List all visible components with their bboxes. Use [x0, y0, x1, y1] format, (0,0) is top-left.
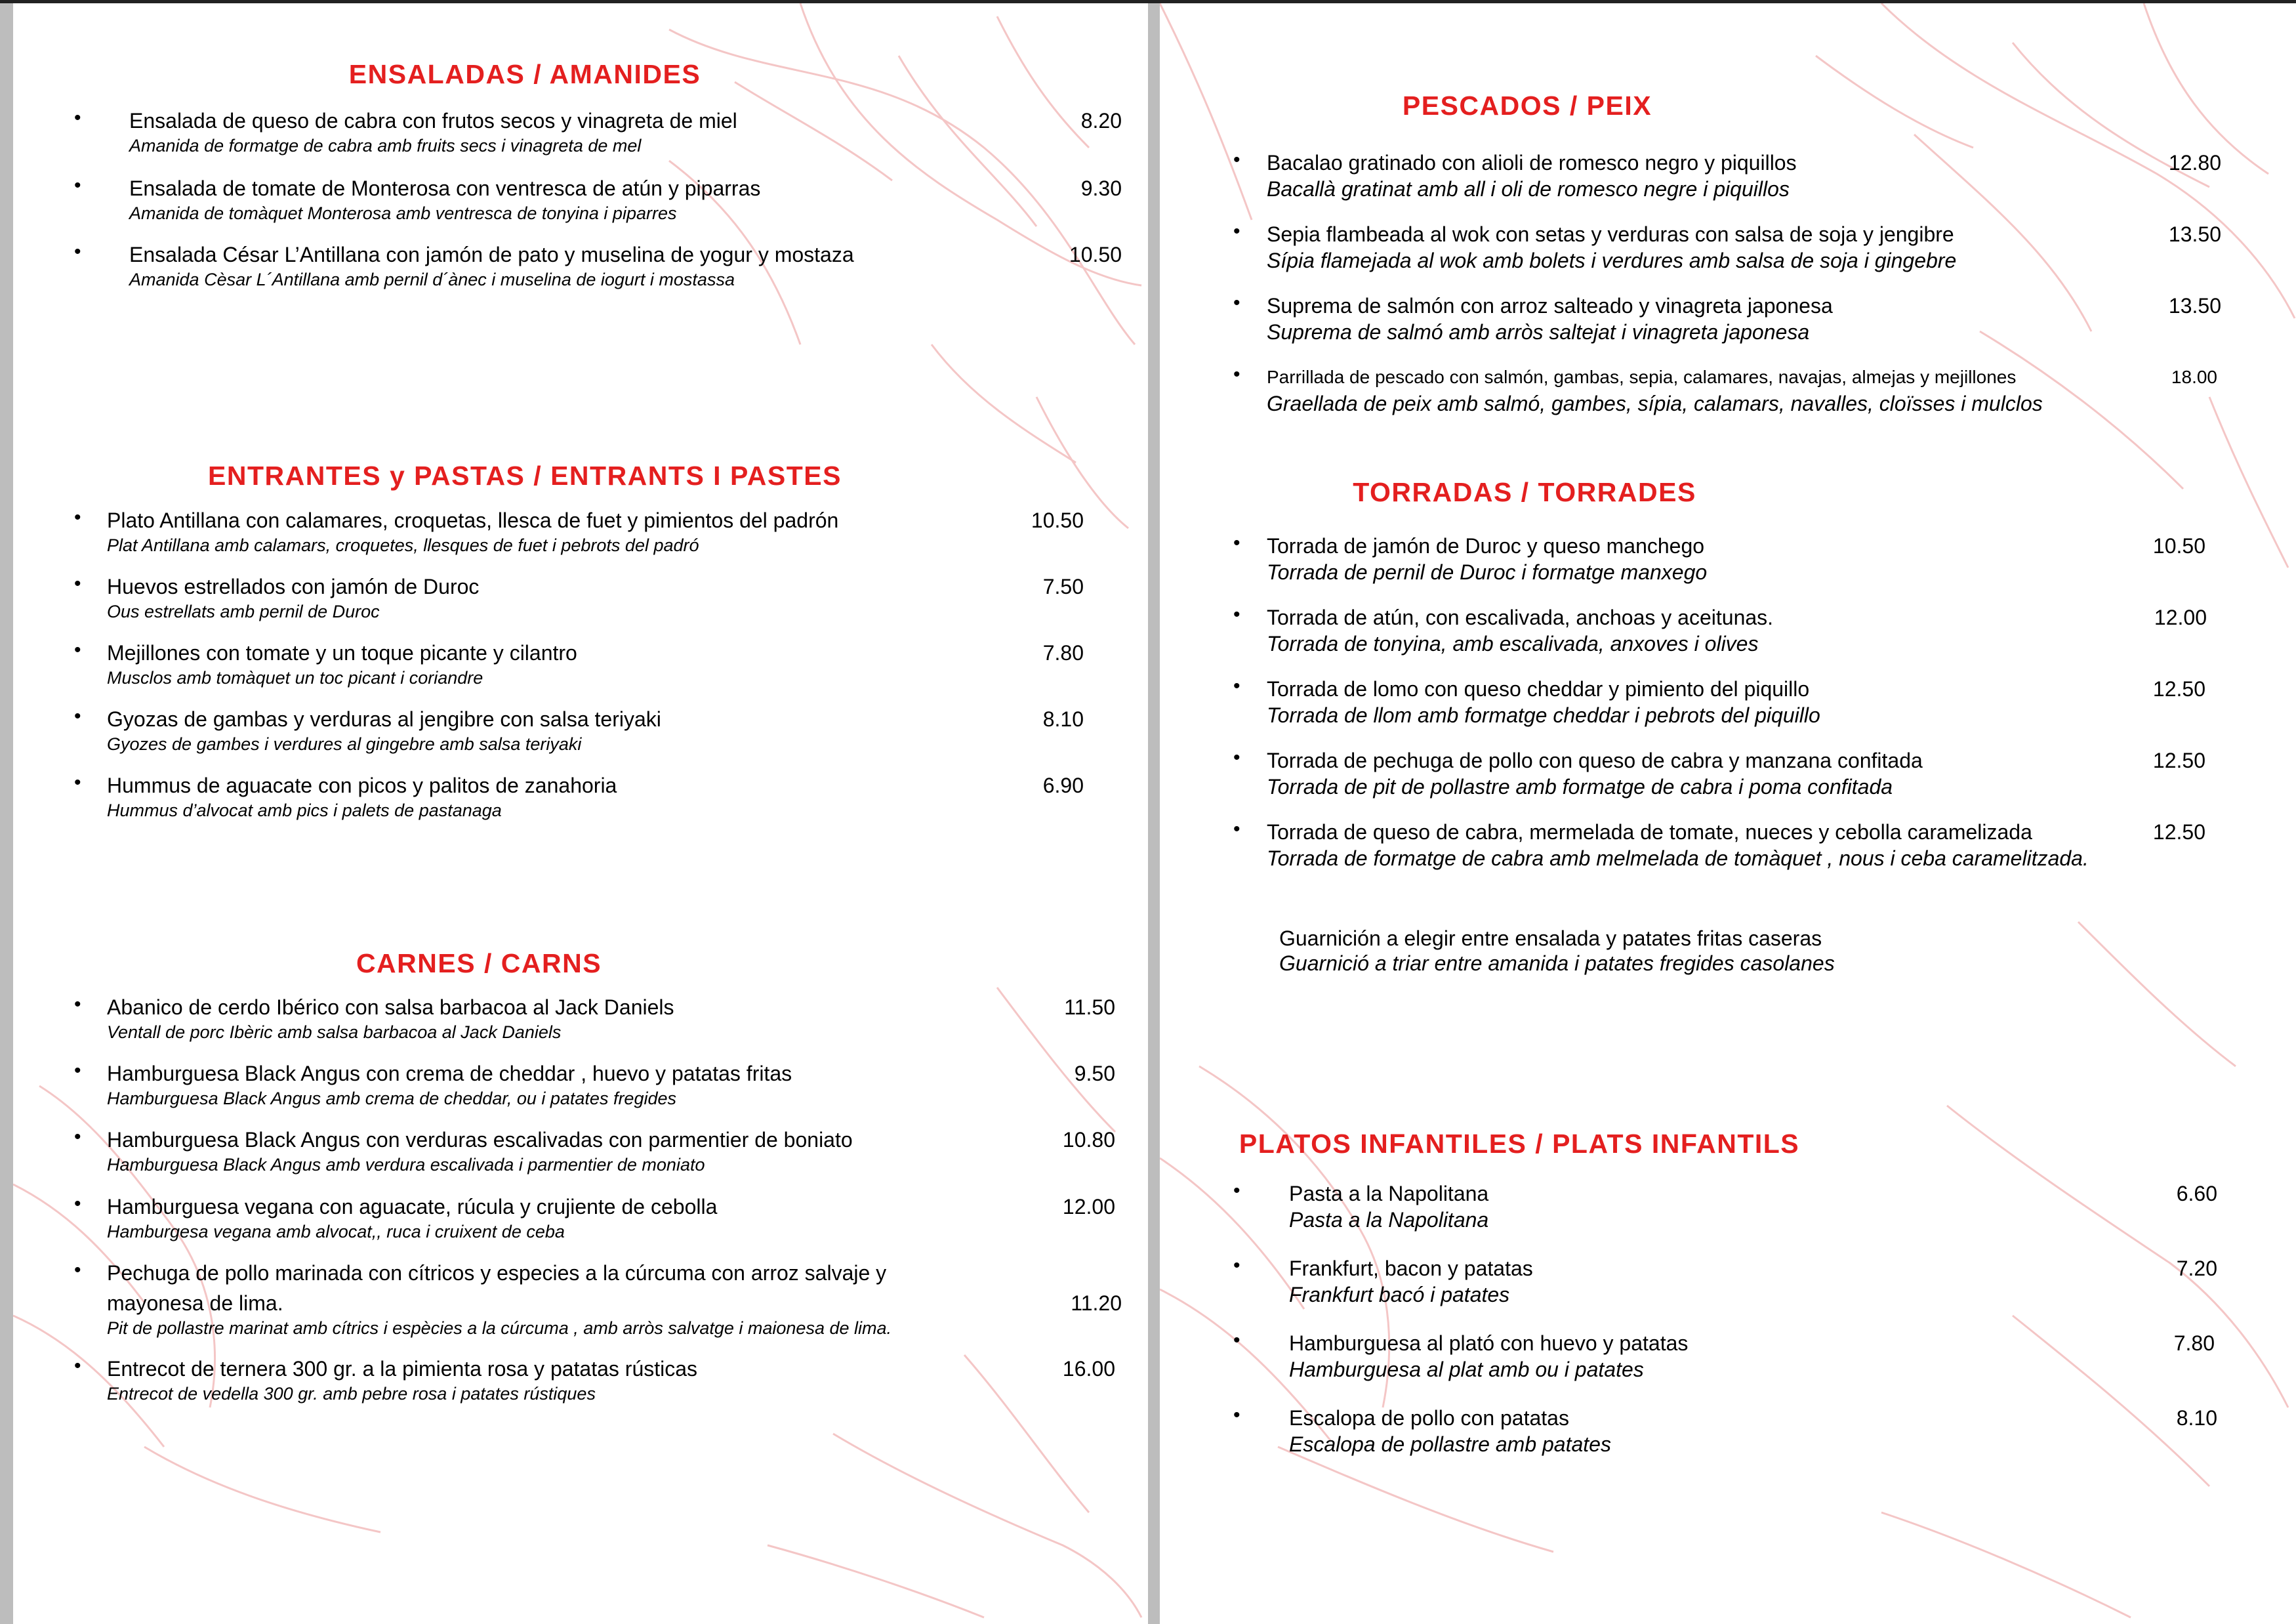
- bullet-icon: •: [74, 507, 81, 528]
- dish-price: 6.60: [2176, 1182, 2217, 1205]
- dish-price: 13.50: [2168, 294, 2221, 318]
- dish-translation: Hamburguesa Black Angus amb verdura escalivada i parmentier de moniato: [107, 1155, 705, 1175]
- dish-name-line2: mayonesa de lima.: [107, 1291, 283, 1315]
- bullet-icon: •: [1233, 532, 1240, 554]
- dish-name: Hamburguesa vegana con aguacate, rúcula y crujiente de cebolla: [107, 1195, 718, 1218]
- bullet-icon: •: [1233, 1180, 1240, 1201]
- dish-translation: Torrada de formatge de cabra amb melmelada de tomàquet , nous i ceba caramelitzada.: [1267, 846, 2089, 870]
- dish-price: 11.50: [1064, 995, 1115, 1019]
- bullet-icon: •: [74, 1193, 81, 1215]
- dish-name: Torrada de lomo con queso cheddar y pimiento del piquillo: [1267, 677, 1810, 701]
- dish-translation: Torrada de pit de pollastre amb formatge de cabra i poma confitada: [1267, 775, 1893, 799]
- section-title-entrantes: ENTRANTES y PASTAS / ENTRANTS I PASTES: [208, 461, 842, 491]
- bullet-icon: •: [1233, 747, 1240, 768]
- menu-item: [1160, 1327, 2296, 1393]
- dish-translation: Plat Antillana amb calamars, croquetes, llesques de fuet i pebrots del padró: [107, 535, 699, 555]
- section-title-torradas: TORRADAS / TORRADES: [1353, 477, 1696, 507]
- dish-name: Escalopa de pollo con patatas: [1289, 1406, 1569, 1430]
- dish-price: 10.80: [1062, 1128, 1115, 1152]
- bullet-icon: •: [74, 241, 81, 262]
- dish-name: Suprema de salmón con arroz salteado y vinagreta japonesa: [1267, 294, 1833, 318]
- menu-item: [13, 703, 1148, 769]
- dish-price: 9.30: [1080, 177, 1122, 200]
- dish-name: Parrillada de pescado con salmón, gambas, sepia, calamares, navajas, almejas y mejillones: [1267, 367, 2017, 387]
- dish-translation: Ventall de porc Ibèric amb salsa barbacoa al Jack Daniels: [107, 1022, 562, 1042]
- dish-translation: Frankfurt bacó i patates: [1289, 1283, 1510, 1306]
- bullet-icon: •: [74, 1060, 81, 1081]
- menu-item: [13, 1124, 1148, 1190]
- dish-price: 12.50: [2152, 820, 2205, 844]
- dish-name: Pasta a la Napolitana: [1289, 1182, 1489, 1205]
- bullet-icon: •: [1233, 1329, 1240, 1351]
- menu-item: [13, 239, 1148, 304]
- menu-item: [1160, 290, 2296, 356]
- dish-translation: Gyozes de gambes i verdures al gingebre amb salsa teriyaki: [107, 734, 582, 754]
- menu-item: [13, 173, 1148, 238]
- dish-translation: Pasta a la Napolitana: [1289, 1208, 1489, 1232]
- bullet-icon: •: [74, 1126, 81, 1148]
- dish-price: 8.10: [2176, 1406, 2217, 1430]
- menu-item: [13, 1058, 1148, 1123]
- dish-name: Bacalao gratinado con alioli de romesco negro y piquillos: [1267, 151, 1797, 175]
- menu-item: [13, 1353, 1148, 1419]
- dish-price: 10.50: [1031, 509, 1084, 532]
- dish-price: 7.50: [1042, 575, 1084, 598]
- dish-translation: Graellada de peix amb salmó, gambes, sípia, calamars, navalles, cloïsses i mulclos: [1267, 392, 2043, 415]
- bullet-icon: •: [1233, 364, 1240, 385]
- dish-price: 9.50: [1074, 1062, 1115, 1085]
- menu-page-left: [13, 3, 1148, 1624]
- menu-item: [1160, 530, 2296, 596]
- menu-item: [13, 1257, 1148, 1349]
- bullet-icon: •: [1233, 604, 1240, 625]
- menu-item: [13, 105, 1148, 171]
- dish-translation: Pit de pollastre marinat amb cítrics i espècies a la cúrcuma , amb arròs salvatge i maionesa de lima.: [107, 1318, 892, 1338]
- dish-name: Hamburguesa al plató con huevo y patatas: [1289, 1331, 1689, 1355]
- menu-item: [13, 571, 1148, 636]
- menu-item: [1160, 602, 2296, 667]
- section-title-carnes: CARNES / CARNS: [356, 948, 602, 978]
- bullet-icon: •: [1233, 818, 1240, 840]
- dish-name: Huevos estrellados con jamón de Duroc: [107, 575, 480, 598]
- dish-translation: Amanida de formatge de cabra amb fruits secs i vinagreta de mel: [129, 136, 642, 156]
- dish-name: Mejillones con tomate y un toque picante y cilantro: [107, 641, 577, 665]
- dish-translation: Hamburgesa vegana amb alvocat,, ruca i cruixent de ceba: [107, 1222, 565, 1241]
- bullet-icon: •: [74, 1259, 81, 1281]
- menu-item: [13, 1191, 1148, 1257]
- bullet-icon: •: [74, 639, 81, 661]
- dish-name: Hamburguesa Black Angus con crema de cheddar , huevo y patatas fritas: [107, 1062, 792, 1085]
- menu-item: [13, 637, 1148, 703]
- menu-item: [13, 991, 1148, 1057]
- dish-name: Gyozas de gambas y verduras al jengibre con salsa teriyaki: [107, 707, 661, 731]
- bullet-icon: •: [1233, 220, 1240, 242]
- dish-name: Torrada de jamón de Duroc y queso manchego: [1267, 534, 1705, 558]
- dish-name: Abanico de cerdo Ibérico con salsa barbacoa al Jack Daniels: [107, 995, 674, 1019]
- menu-item: [1160, 147, 2296, 213]
- dish-price: 7.20: [2176, 1257, 2217, 1280]
- dish-price: 7.80: [1042, 641, 1084, 665]
- dish-name: Frankfurt, bacon y patatas: [1289, 1257, 1533, 1280]
- dish-price: 13.50: [2168, 222, 2221, 246]
- menu-item: [13, 770, 1148, 835]
- section-title-pescados: PESCADOS / PEIX: [1402, 91, 1652, 121]
- menu-item: [1160, 1178, 2296, 1243]
- dish-name: Hummus de aguacate con picos y palitos de zanahoria: [107, 774, 617, 797]
- dish-price: 16.00: [1062, 1357, 1115, 1381]
- dish-translation: Hamburguesa al plat amb ou i patates: [1289, 1358, 1644, 1381]
- dish-name: Torrada de queso de cabra, mermelada de tomate, nueces y cebolla caramelizada: [1267, 820, 2032, 844]
- dish-translation: Bacallà gratinat amb all i oli de romesco negre i piquillos: [1267, 177, 1790, 201]
- section-title-infantiles: PLATOS INFANTILES / PLATS INFANTILS: [1239, 1129, 1800, 1159]
- dish-price: 12.00: [1062, 1195, 1115, 1218]
- bullet-icon: •: [74, 175, 81, 196]
- section-title-ensaladas: ENSALADAS / AMANIDES: [348, 59, 701, 89]
- dish-price: 11.20: [1071, 1291, 1122, 1315]
- dish-translation: Musclos amb tomàquet un toc picant i coriandre: [107, 668, 483, 688]
- bullet-icon: •: [1233, 675, 1240, 697]
- bullet-icon: •: [1233, 149, 1240, 171]
- bullet-icon: •: [1233, 1255, 1240, 1276]
- dish-price: 8.20: [1080, 109, 1122, 133]
- menu-page-right: [1160, 3, 2296, 1624]
- dish-translation: Torrada de tonyina, amb escalivada, anxoves i olives: [1267, 632, 1759, 656]
- dish-translation: Torrada de llom amb formatge cheddar i pebrots del piquillo: [1267, 703, 1820, 727]
- bullet-icon: •: [74, 107, 81, 129]
- dish-price: 12.50: [2152, 677, 2205, 701]
- menu-item: [1160, 1402, 2296, 1468]
- dish-price: 7.80: [2173, 1331, 2215, 1355]
- dish-name: Sepia flambeada al wok con setas y verduras con salsa de soja y jengibre: [1267, 222, 1954, 246]
- dish-name: Torrada de pechuga de pollo con queso de cabra y manzana confitada: [1267, 749, 1923, 772]
- dish-name: Hamburguesa Black Angus con verduras escalivadas con parmentier de boniato: [107, 1128, 853, 1152]
- bullet-icon: •: [74, 705, 81, 727]
- dish-name: Ensalada César L’Antillana con jamón de pato y muselina de yogur y mostaza: [129, 243, 854, 266]
- bullet-icon: •: [1233, 1404, 1240, 1426]
- bullet-icon: •: [74, 772, 81, 793]
- dish-translation: Hummus d’alvocat amb pics i palets de pastanaga: [107, 801, 502, 820]
- menu-item: [1160, 362, 2296, 427]
- menu-item: [1160, 816, 2296, 882]
- dish-translation: Torrada de pernil de Duroc i formatge manxego: [1267, 560, 1708, 584]
- bullet-icon: •: [74, 993, 81, 1015]
- dish-name: Ensalada de queso de cabra con frutos secos y vinagreta de miel: [129, 109, 737, 133]
- menu-item: [1160, 219, 2296, 284]
- garnish-note-translation: Guarnició a triar entre amanida i patates fregides casolanes: [1279, 951, 1835, 975]
- dish-translation: Ous estrellats amb pernil de Duroc: [107, 602, 380, 621]
- dish-price: 12.80: [2168, 151, 2221, 175]
- dish-price: 10.50: [2152, 534, 2205, 558]
- dish-price: 8.10: [1042, 707, 1084, 731]
- dish-price: 10.50: [1069, 243, 1122, 266]
- dish-price: 12.00: [2154, 606, 2207, 629]
- garnish-note: Guarnición a elegir entre ensalada y patates fritas caseras: [1279, 927, 1822, 950]
- dish-translation: Entrecot de vedella 300 gr. amb pebre rosa i patates rústiques: [107, 1384, 596, 1404]
- dish-name: Plato Antillana con calamares, croquetas, llesca de fuet y pimientos del padrón: [107, 509, 839, 532]
- dish-translation: Amanida de tomàquet Monterosa amb ventresca de tonyina i piparres: [129, 203, 677, 223]
- dish-price: 6.90: [1042, 774, 1084, 797]
- dish-translation: Sípia flamejada al wok amb bolets i verdures amb salsa de soja i gingebre: [1267, 249, 1957, 272]
- dish-name: Entrecot de ternera 300 gr. a la pimienta rosa y patatas rústicas: [107, 1357, 698, 1381]
- dish-name: Ensalada de tomate de Monterosa con ventresca de atún y piparras: [129, 177, 761, 200]
- dish-translation: Hamburguesa Black Angus amb crema de cheddar, ou i patates fregides: [107, 1089, 676, 1108]
- dish-price: 18.00: [2171, 367, 2217, 387]
- dish-name: Torrada de atún, con escalivada, anchoas y aceitunas.: [1267, 606, 1774, 629]
- bullet-icon: •: [74, 1355, 81, 1377]
- bullet-icon: •: [1233, 292, 1240, 314]
- menu-item: [1160, 673, 2296, 739]
- dish-translation: Suprema de salmó amb arròs saltejat i vinagreta japonesa: [1267, 320, 1810, 344]
- dish-translation: Escalopa de pollastre amb patates: [1289, 1432, 1611, 1456]
- menu-item: [13, 505, 1148, 570]
- dish-name: Pechuga de pollo marinada con cítricos y especies a la cúrcuma con arroz salvaje y: [107, 1261, 887, 1285]
- dish-translation: Amanida Cèsar L´Antillana amb pernil d´ànec i muselina de iogurt i mostassa: [129, 270, 735, 289]
- menu-item: [1160, 745, 2296, 810]
- bullet-icon: •: [74, 573, 81, 594]
- dish-price: 12.50: [2152, 749, 2205, 772]
- menu-item: [1160, 1253, 2296, 1318]
